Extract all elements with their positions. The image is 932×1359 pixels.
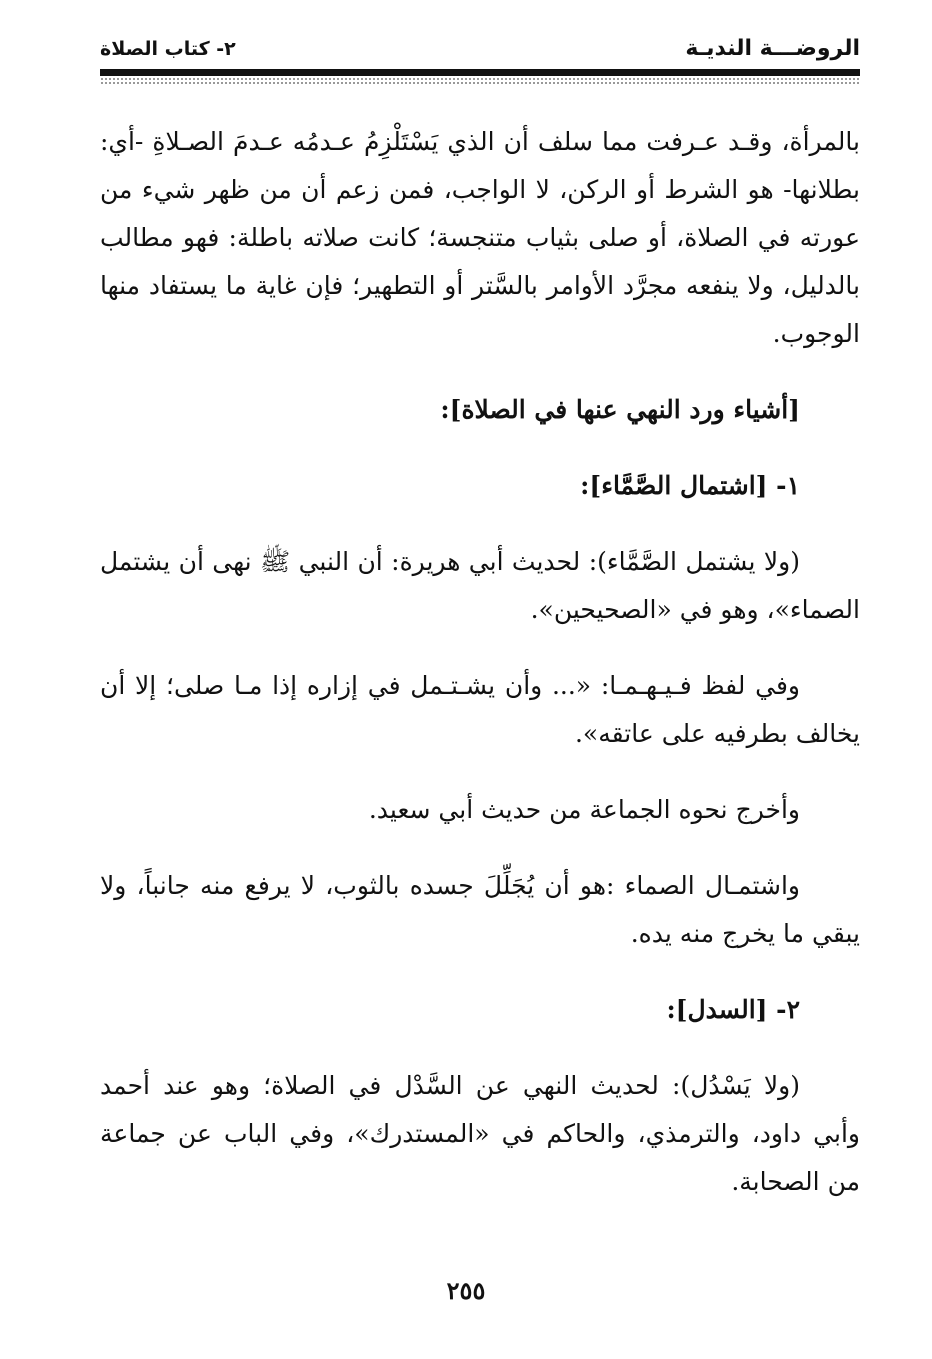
subheading-ishtimal-assamma: ١- [اشتمال الصَّمَّاء]: (580, 471, 800, 500)
paragraph-lafz: وفي لفظ فـيـهـمـا: «... وأن يشـتـمل في إزاره إذا مـا صلى؛ إلا أن يخالف بطرفيه على عاتقه». (100, 671, 860, 748)
section-heading-prohibitions: [أشياء ورد النهي عنها في الصلاة]: (440, 395, 800, 424)
page-body (100, 118, 860, 1234)
running-header (100, 30, 860, 70)
paragraph-hadith-abu-hurayra: (ولا يشتمل الصَّمَّاء): لحديث أبي هريرة: أن النبي ﷺ نهى أن يشتمل الصماء»، وهو في «الصحيحين». (100, 547, 860, 624)
page-number: ٢٥٥ (446, 1276, 486, 1305)
paragraph-abu-said: وأخرج نحوه الجماعة من حديث أبي سعيد. (368, 795, 800, 824)
subheading-sadl: ٢- [السدل]: (666, 995, 800, 1024)
header-dotted-rule (100, 77, 860, 86)
paragraph-definition: واشتمـال الصماء :هو أن يُجَلِّلَ جسده بالثوب، لا يرفع منه جانباً، ولا يبقي ما يخرج منه يده. (100, 871, 860, 948)
chapter-title: ٢- كتاب الصلاة (100, 38, 236, 60)
header-rule (100, 69, 860, 76)
paragraph-sadl-hadith: (ولا يَسْدُل): لحديث النهي عن السَّدْل في الصلاة؛ وهو عند أحمد وأبي داود، والترمذي، والحاكم في «المستدرك»، وفي الباب عن جماعة من الصحابة. (100, 1071, 860, 1196)
book-title: الروضـــة النديـة (685, 36, 860, 61)
paragraph-opening: بالمرأة، وقـد عـرفت مما سلف أن الذي يَسْتَلْزِمُ عـدمُه عـدمَ الصـلاةِ -أي: بطلانها- هو الشرط أو الركن، لا الواجب، فمن زعم أن من ظهر شيء من عورته في الصلاة، أو صلى بثياب متنجسة؛ كانت صلاته باطلة: فهو مطالب بالدليل، ولا ينفعه مجرَّد الأوامر بالسَّتر أو التطهير؛ فإن غاية ما يستفاد منها الوجوب. (100, 127, 860, 348)
